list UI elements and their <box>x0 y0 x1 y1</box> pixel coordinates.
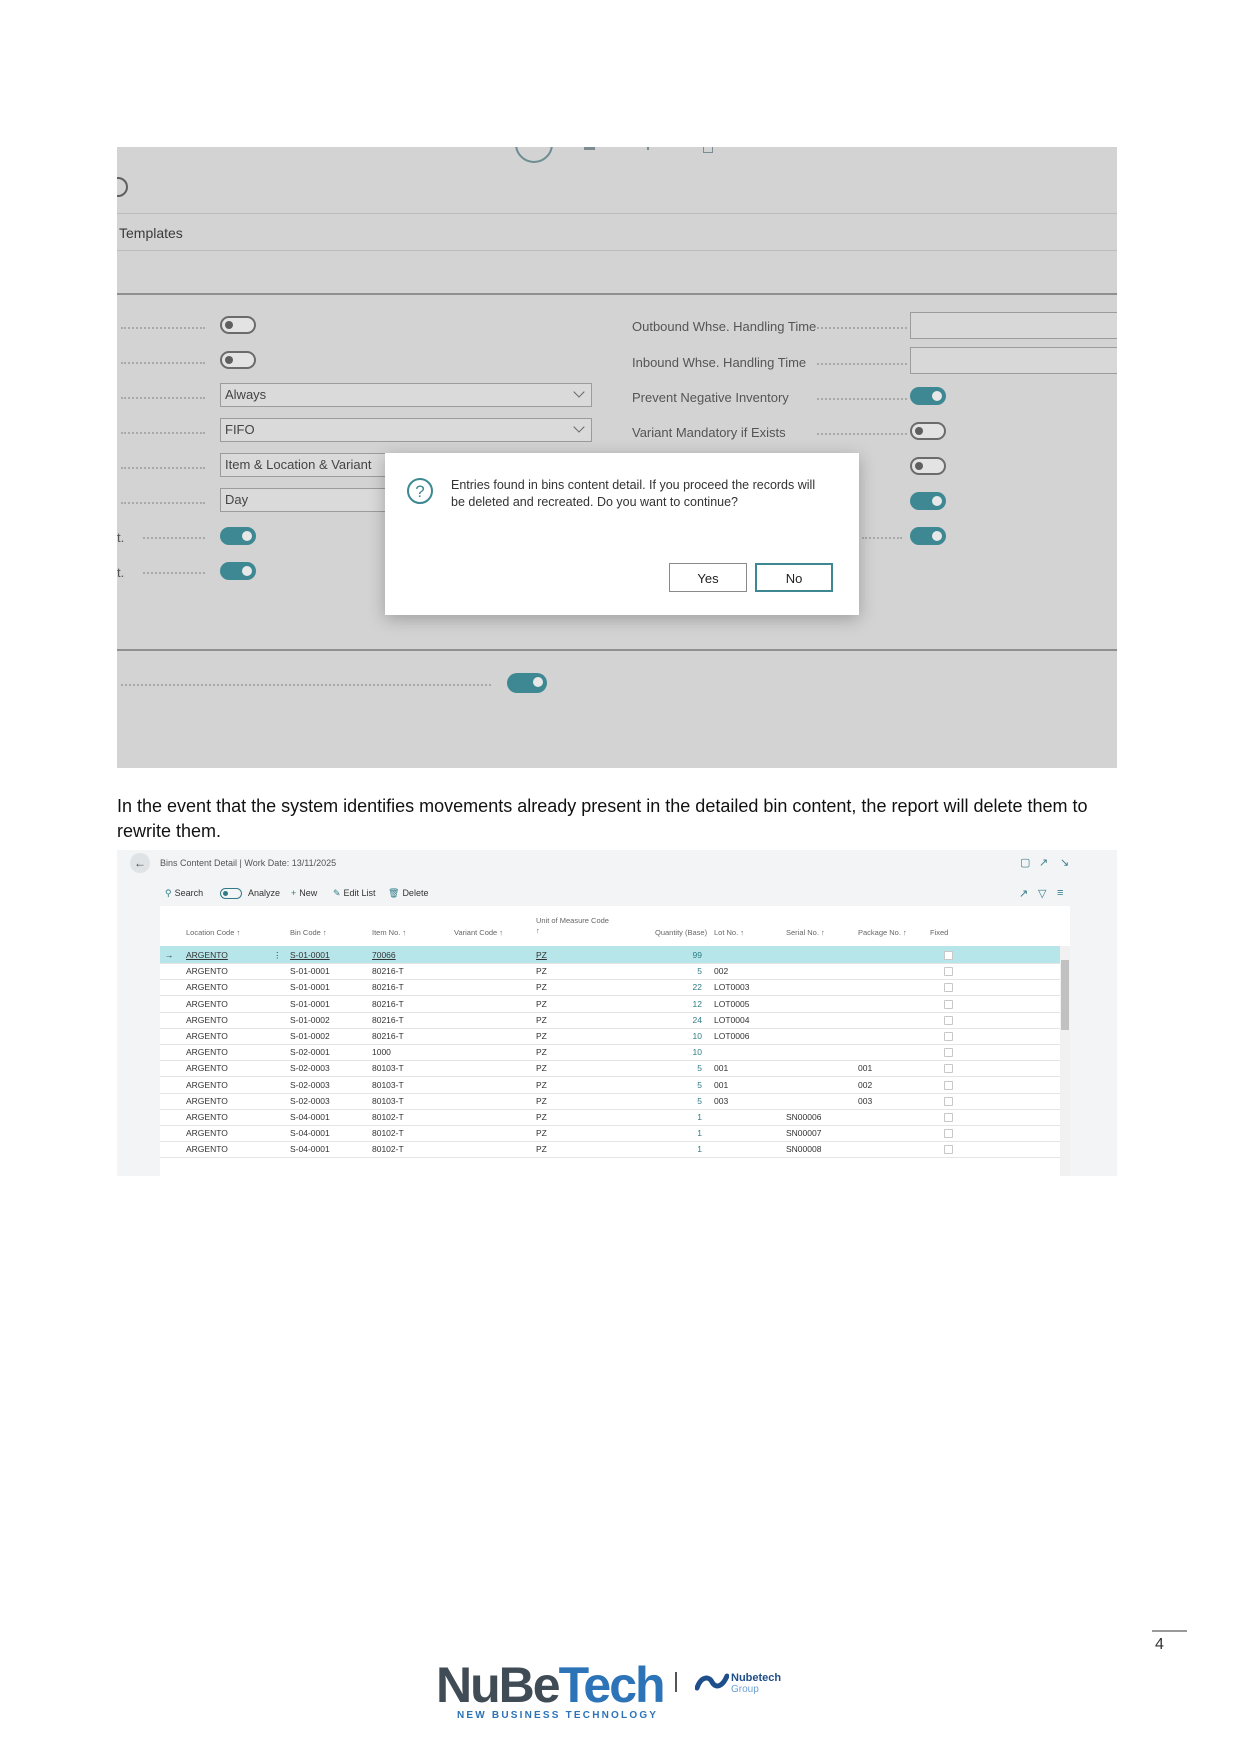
templates-tab[interactable]: Templates <box>119 225 183 241</box>
select-value: Day <box>225 492 249 507</box>
back-arrow-icon[interactable]: ← <box>130 853 150 873</box>
cell-item-no: 80103-T <box>372 1063 404 1074</box>
cell-package-no: 002 <box>858 1079 873 1090</box>
field-label: Outbound Whse. Handling Time <box>632 319 817 334</box>
trash-icon: 🗑 <box>388 888 400 898</box>
cell-item-no: 80102-T <box>372 1112 404 1122</box>
select-field[interactable] <box>220 383 592 407</box>
toggle-on[interactable] <box>220 562 256 580</box>
bin-content-screenshot <box>117 850 1117 1176</box>
section-divider <box>117 649 1117 651</box>
search-icon: ⚲ <box>165 888 172 898</box>
cell-quantity: 10 <box>692 1031 702 1041</box>
filter-icon[interactable]: ▽ <box>1038 888 1047 900</box>
fixed-checkbox[interactable] <box>944 1145 953 1154</box>
cell-quantity: 5 <box>697 1063 702 1074</box>
cell-location: ARGENTO <box>186 1063 228 1074</box>
field-leader <box>143 572 205 574</box>
cell-uom: PZ <box>536 1095 547 1106</box>
delete-button[interactable] <box>388 888 428 899</box>
setup-screenshot <box>117 147 1117 768</box>
cell-uom: PZ <box>536 1079 547 1090</box>
fixed-checkbox[interactable] <box>944 1097 953 1106</box>
cell-uom: PZ <box>536 982 547 993</box>
divider <box>117 250 1117 251</box>
cell-bin-code: S-01-0002 <box>290 1031 330 1041</box>
cell-item-no: 80102-T <box>372 1128 404 1139</box>
fixed-checkbox[interactable] <box>944 951 953 960</box>
outbound-handling-time-input[interactable] <box>910 312 1117 339</box>
sort-arrow-icon: ↑ <box>536 926 540 935</box>
cell-item-no: 80216-T <box>372 998 404 1009</box>
fixed-checkbox[interactable] <box>944 1016 953 1025</box>
cell-bin-code: S-01-0001 <box>290 982 330 993</box>
cell-bin-code: S-04-0001 <box>290 1128 330 1139</box>
cell-lot-no: 001 <box>714 1063 729 1074</box>
toggle-on[interactable] <box>220 527 256 545</box>
cell-quantity: 22 <box>692 982 702 993</box>
cell-location: ARGENTO <box>186 1047 228 1058</box>
select-value: FIFO <box>225 422 255 437</box>
select-field[interactable] <box>220 453 390 477</box>
cell-serial-no: SN00007 <box>786 1128 822 1139</box>
cell-serial-no: SN00006 <box>786 1112 822 1122</box>
cell-item-no: 1000 <box>372 1047 391 1058</box>
share-icon[interactable]: ↗ <box>1019 888 1029 900</box>
logo-divider <box>675 1672 677 1692</box>
page-title: Bins Content Detail | Work Date: 13/11/2025 <box>160 858 337 868</box>
cell-quantity: 5 <box>697 966 702 977</box>
page-number: 4 <box>1155 1636 1164 1653</box>
toggle-on[interactable] <box>910 387 946 405</box>
section-divider <box>117 293 1117 295</box>
cell-location: ARGENTO <box>186 966 228 977</box>
nubetech-group-logo <box>695 1672 782 1697</box>
field-label-fragment: t. <box>117 530 125 545</box>
toggle-on[interactable] <box>507 673 547 693</box>
cell-quantity: 12 <box>692 998 702 1009</box>
cell-uom: PZ <box>536 1047 547 1058</box>
cell-item-no: 80216-T <box>372 1031 404 1041</box>
toggle-off[interactable] <box>910 422 946 440</box>
inbound-handling-time-input[interactable] <box>910 347 1117 374</box>
field-leader <box>862 537 902 539</box>
column-header[interactable]: Quantity (Base) <box>655 928 708 937</box>
fixed-checkbox[interactable] <box>944 1113 953 1122</box>
column-header[interactable]: Fixed <box>930 928 949 937</box>
cell-location: ARGENTO <box>186 982 228 993</box>
cell-bin-code: S-02-0003 <box>290 1063 330 1074</box>
cell-uom: PZ <box>536 1128 547 1139</box>
analyze-toggle[interactable] <box>220 888 242 899</box>
cell-quantity: 5 <box>697 1095 702 1106</box>
column-header[interactable]: Serial No. ↑ <box>786 928 825 937</box>
toggle-off[interactable] <box>220 316 256 334</box>
cell-uom: PZ <box>536 966 547 977</box>
table-row[interactable] <box>160 1140 1070 1158</box>
chevron-down-icon <box>573 386 584 397</box>
field-label: Variant Mandatory if Exists <box>632 425 786 440</box>
question-icon: ? <box>407 478 433 504</box>
column-header[interactable]: Item No. ↑ <box>372 928 407 937</box>
cell-location: ARGENTO <box>186 1031 228 1041</box>
toolbar-fragment <box>584 147 595 150</box>
field-label-fragment: t. <box>117 565 125 580</box>
cell-bin-code: S-01-0001 <box>290 966 330 977</box>
cell-quantity: 1 <box>697 1112 702 1122</box>
divider <box>117 213 1117 214</box>
toolbar-fragment <box>703 147 713 153</box>
logo-text: NuBe <box>436 1657 559 1713</box>
bin-content-list <box>160 906 1070 1176</box>
cell-lot-no: 002 <box>714 966 729 977</box>
cloud-logo-icon <box>695 1672 729 1692</box>
fixed-checkbox[interactable] <box>944 1081 953 1090</box>
cell-item-no: 80216-T <box>372 1014 404 1025</box>
cell-location: ARGENTO <box>186 1112 228 1122</box>
cell-item-no: 80216-T <box>372 966 404 977</box>
row-menu-icon[interactable]: ⋮ <box>273 950 282 960</box>
cell-lot-no: 003 <box>714 1095 729 1106</box>
select-field[interactable] <box>220 488 390 512</box>
cell-location: ARGENTO <box>186 998 228 1009</box>
dialog-message: Entries found in bins content detail. If you proceed the records will be deleted and recreated. Do you want to continue? <box>451 478 816 509</box>
scrollbar-thumb[interactable] <box>1061 960 1069 1030</box>
column-header[interactable]: Bin Code ↑ <box>290 928 327 937</box>
cell-uom: PZ <box>536 1144 547 1155</box>
cell-item-no: 80216-T <box>372 982 404 993</box>
chevron-down-icon <box>573 421 584 432</box>
new-button[interactable] <box>291 888 317 898</box>
field-leader <box>121 397 205 399</box>
toggle-on[interactable] <box>910 492 946 510</box>
delete-label: Delete <box>402 888 429 898</box>
column-header[interactable]: Package No. ↑ <box>858 928 907 937</box>
group-name: Nubetech <box>731 1672 782 1684</box>
cell-bin-code: S-01-0002 <box>290 1014 330 1025</box>
field-leader <box>817 327 907 329</box>
column-header[interactable]: Location Code ↑ <box>186 928 241 937</box>
collapse-icon[interactable]: ↘ <box>1060 857 1070 869</box>
cell-lot-no: 001 <box>714 1079 729 1090</box>
cell-quantity: 10 <box>692 1047 702 1058</box>
cell-item-no: 80103-T <box>372 1079 404 1090</box>
cell-location: ARGENTO <box>186 1014 228 1025</box>
cell-location: ARGENTO <box>186 950 228 960</box>
cell-serial-no: SN00008 <box>786 1144 822 1155</box>
nubetech-logo <box>436 1657 664 1713</box>
cell-location: ARGENTO <box>186 1144 228 1155</box>
toggle-on[interactable] <box>910 527 946 545</box>
field-leader <box>121 327 205 329</box>
cell-item-no: 70066 <box>372 950 396 960</box>
select-field[interactable] <box>220 418 592 442</box>
cell-bin-code: S-01-0001 <box>290 998 330 1009</box>
cell-uom: PZ <box>536 1031 547 1041</box>
column-header-text: Unit of Measure Code <box>536 916 609 925</box>
page-number-rule <box>1152 1630 1187 1632</box>
cell-bin-code: S-02-0001 <box>290 1047 330 1058</box>
edit-icon: ✎ <box>333 888 341 898</box>
cell-item-no: 80102-T <box>372 1144 404 1155</box>
current-row-arrow-icon: → <box>165 950 174 960</box>
fixed-checkbox[interactable] <box>944 1048 953 1057</box>
cell-lot-no: LOT0006 <box>714 1031 750 1041</box>
circle-icon <box>515 147 553 163</box>
group-sub: Group <box>731 1684 759 1695</box>
confirm-dialog <box>385 453 859 615</box>
edit-list-label: Edit List <box>343 888 376 898</box>
no-button[interactable]: No <box>755 563 833 592</box>
column-header[interactable]: Variant Code ↑ <box>454 928 504 937</box>
fixed-checkbox[interactable] <box>944 1064 953 1073</box>
field-leader <box>121 502 205 504</box>
list-view-icon[interactable]: ≡ <box>1057 887 1064 899</box>
page-title-fragment <box>117 177 128 197</box>
analyze-label: Analyze <box>248 888 281 898</box>
cell-package-no: 003 <box>858 1095 873 1106</box>
toolbar-fragment <box>647 147 649 150</box>
body-paragraph: In the event that the system identifies movements already present in the detailed bin content, the report will delete them to rewrite them. <box>117 796 1088 841</box>
cell-location: ARGENTO <box>186 1128 228 1139</box>
cell-quantity: 1 <box>697 1128 702 1139</box>
field-leader <box>817 433 907 435</box>
logo-text: Tech <box>558 1657 664 1713</box>
field-leader <box>121 684 491 686</box>
fixed-checkbox[interactable] <box>944 983 953 992</box>
fixed-checkbox[interactable] <box>944 1032 953 1041</box>
edit-list-button[interactable] <box>333 888 376 899</box>
search-button[interactable] <box>165 888 203 899</box>
cell-location: ARGENTO <box>186 1095 228 1106</box>
field-leader <box>121 432 205 434</box>
field-leader <box>121 362 205 364</box>
search-label: Search <box>174 888 204 898</box>
cell-bin-code: S-04-0001 <box>290 1112 330 1122</box>
plus-icon: + <box>291 888 297 898</box>
cell-lot-no: LOT0005 <box>714 998 750 1009</box>
cell-location: ARGENTO <box>186 1079 228 1090</box>
cell-quantity: 24 <box>692 1014 702 1025</box>
cell-quantity: 1 <box>697 1144 702 1155</box>
yes-button[interactable]: Yes <box>669 563 747 592</box>
cell-bin-code: S-02-0003 <box>290 1095 330 1106</box>
open-new-window-icon[interactable]: ↗ <box>1039 857 1049 869</box>
field-leader <box>817 363 907 365</box>
cell-lot-no: LOT0004 <box>714 1014 750 1025</box>
column-header[interactable]: Lot No. ↑ <box>714 928 745 937</box>
field-leader <box>143 537 205 539</box>
cell-bin-code: S-04-0001 <box>290 1144 330 1155</box>
fixed-checkbox[interactable] <box>944 1000 953 1009</box>
field-leader <box>121 467 205 469</box>
toggle-off[interactable] <box>910 457 946 475</box>
cell-bin-code: S-02-0003 <box>290 1079 330 1090</box>
logo-tagline: NEW BUSINESS TECHNOLOGY <box>457 1710 659 1721</box>
field-leader <box>817 398 907 400</box>
cell-uom: PZ <box>536 950 547 960</box>
cell-uom: PZ <box>536 1014 547 1025</box>
cell-uom: PZ <box>536 1063 547 1074</box>
fixed-checkbox[interactable] <box>944 1129 953 1138</box>
select-value: Item & Location & Variant <box>225 457 372 472</box>
cell-uom: PZ <box>536 1112 547 1122</box>
column-header[interactable] <box>536 916 609 936</box>
bookmark-icon[interactable]: ▢ <box>1020 857 1031 869</box>
cell-package-no: 001 <box>858 1063 873 1074</box>
cell-uom: PZ <box>536 998 547 1009</box>
toggle-off[interactable] <box>220 351 256 369</box>
cell-lot-no: LOT0003 <box>714 982 750 993</box>
field-label: Inbound Whse. Handling Time <box>632 355 807 370</box>
cell-quantity: 5 <box>697 1079 702 1090</box>
new-label: New <box>299 888 318 898</box>
select-value: Always <box>225 387 267 402</box>
cell-quantity: 99 <box>692 950 702 960</box>
cell-bin-code: S-01-0001 <box>290 950 330 960</box>
cell-item-no: 80103-T <box>372 1095 404 1106</box>
field-label: Prevent Negative Inventory <box>632 390 789 405</box>
fixed-checkbox[interactable] <box>944 967 953 976</box>
